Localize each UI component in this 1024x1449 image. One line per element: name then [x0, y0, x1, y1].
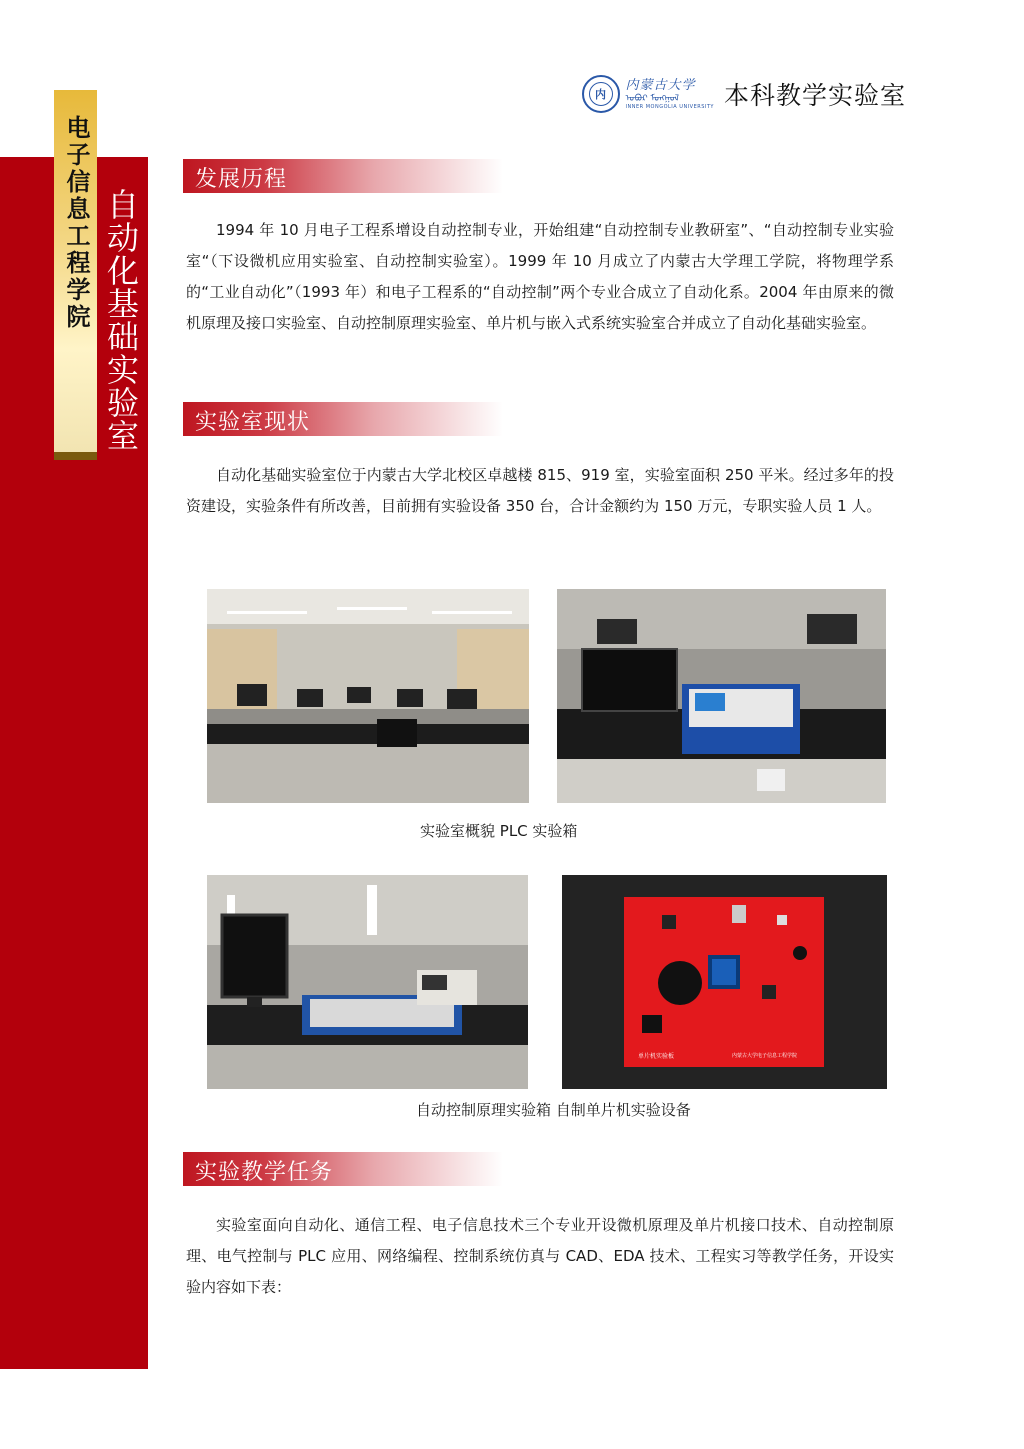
section-heading-status: [183, 402, 503, 436]
lab-overview-image: [207, 589, 529, 803]
teaching-paragraph: 实验室面向自动化、通信工程、电子信息技术三个专业开设微机原理及单片机接口技术、自动控制原理、电气控制与 PLC 应用、网络编程、控制系统仿真与 CAD、EDA 技术、工程实习等教学任务，开设实验内容如下表：: [186, 1216, 894, 1296]
mcu-board-image: [562, 875, 887, 1089]
board-label-right: 内蒙古大学电子信息工程学院: [732, 1053, 798, 1059]
logo-name-mn: ᠤᠪᠤᠷ ᠮᠣᠩᠭᠤᠯ: [625, 93, 679, 104]
board-label-left: 单片机实验板: [638, 1053, 675, 1060]
university-seal-icon: 内: [582, 75, 620, 113]
mcu-board-photo: [562, 875, 887, 1089]
page-header: [582, 70, 906, 118]
lab-name: 自动化基础实验室: [102, 188, 140, 452]
plc-box-photo: [557, 589, 886, 803]
history-paragraph: 1994 年 10 月电子工程系增设自动控制专业，开始组建“自动控制专业教研室”、“自动控制专业实验室“（下设微机应用实验室、自动控制实验室）。1999 年 10 月成立了内蒙古大学理工学院，将物理学系的“工业自动化”（1993 年）和电子工程系的“自动控制”两个专业合成立了自动化系。2004 年由原来的微机原理及接口实验室、自动控制原理实验室、单片机与嵌入式系统实验室合并成立了自动化基础实验室。: [186, 221, 894, 332]
status-paragraph: 自动化基础实验室位于内蒙古大学北校区卓越楼 815、919 室，实验室面积 250 平米。经过多年的投资建设，实验条件有所改善，目前拥有实验设备 350 台，合计金额约为 150 万元，专职实验人员 1 人。: [186, 466, 894, 515]
figure-caption-row2: 自动控制原理实验箱 自制单片机实验设备: [416, 1101, 691, 1119]
section-title: 发展历程: [195, 167, 288, 192]
logo-name-cn: 内蒙古大学: [625, 77, 696, 93]
university-logo: [626, 78, 714, 111]
plc-box-image: [557, 589, 886, 803]
section-title: 实验室现状: [195, 410, 311, 435]
section-heading-history: [183, 159, 503, 193]
figure-caption-row1: 实验室概貌 PLC 实验箱: [420, 822, 578, 840]
section-heading-teaching: [183, 1152, 503, 1186]
lab-overview-photo: [207, 589, 529, 803]
header-title: 本科教学实验室: [723, 81, 906, 110]
control-box-image: [207, 875, 528, 1089]
college-name: 电子信息工程学院: [62, 115, 91, 331]
section-title: 实验教学任务: [195, 1160, 334, 1185]
logo-name-en: INNER MONGOLIA UNIVERSITY: [625, 103, 714, 110]
control-box-photo: [207, 875, 528, 1089]
